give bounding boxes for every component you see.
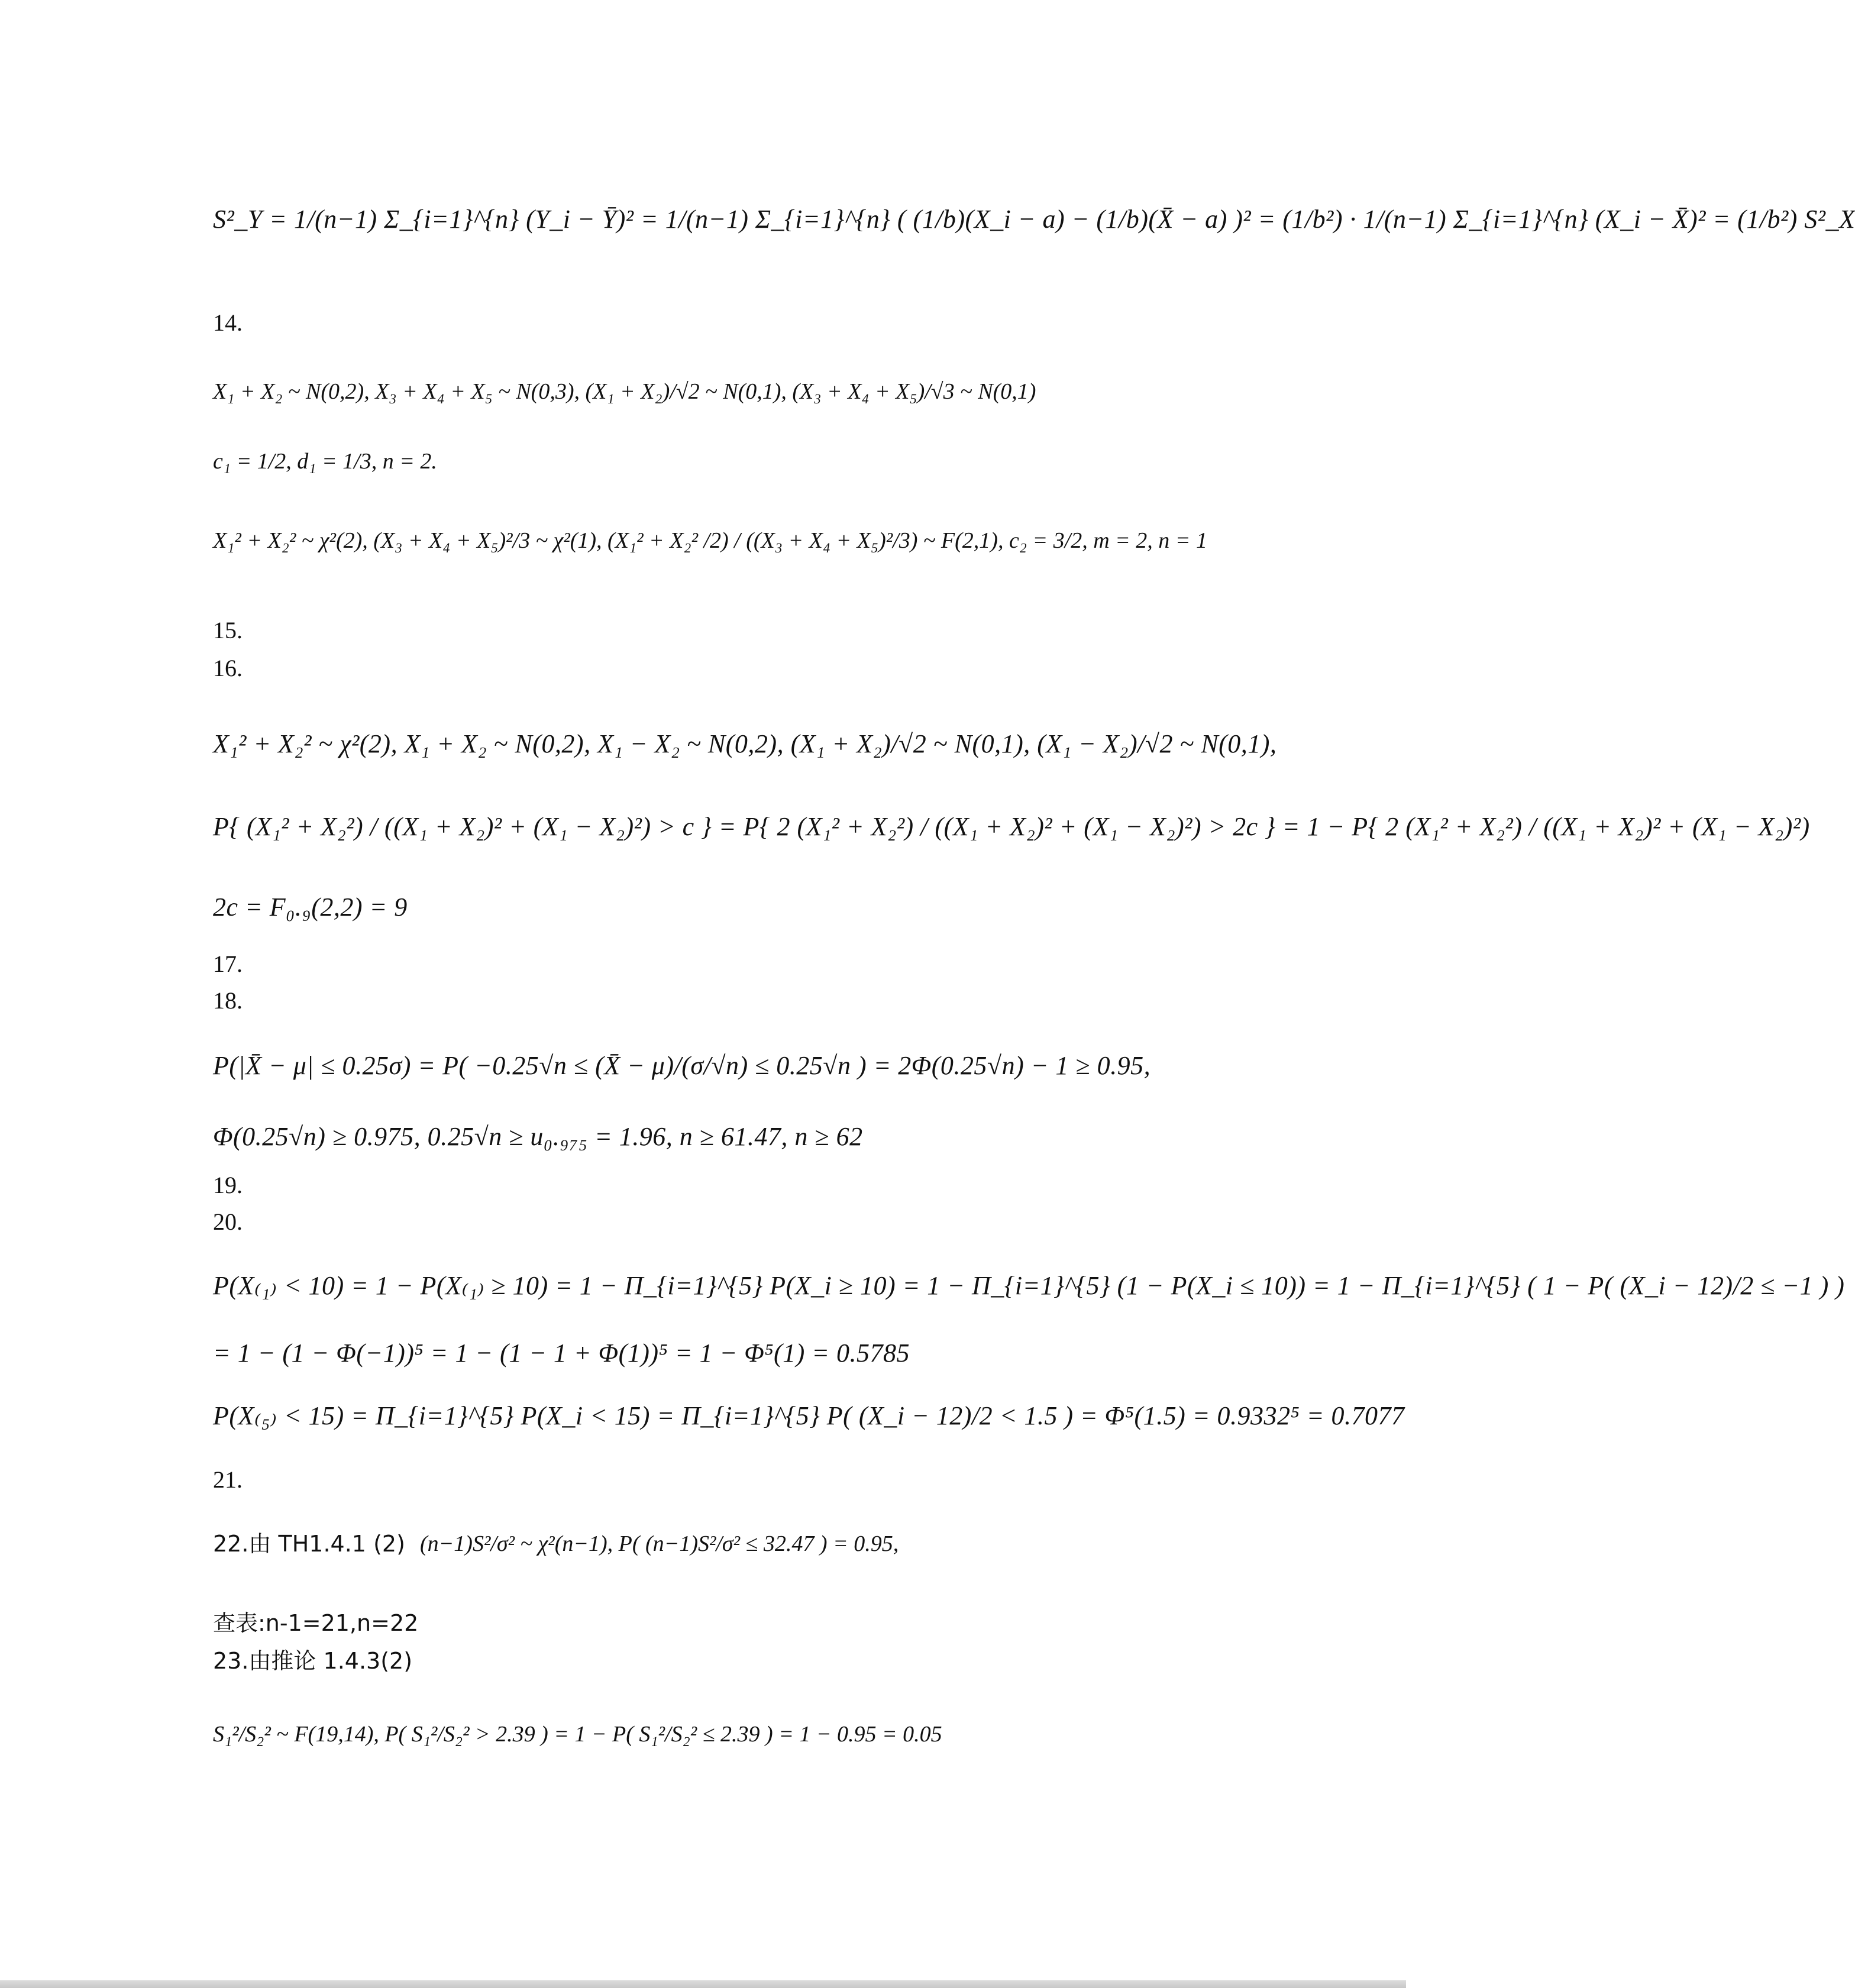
problem-22-table-lookup: 查表:n-1=21,n=22	[213, 1610, 419, 1636]
problem-number-15: 15.	[213, 617, 243, 644]
equation-16-probability: P{ (X₁² + X₂²) / ((X₁ + X₂)² + (X₁ − X₂)²) > c } = P{ 2 (X₁² + X₂²) / ((X₁ + X₂)² + (X₁ − X₂)²) > 2c } = 1 − P{ 2 (X₁² + X₂²) / ((X₁ + X₂)² + (X₁ − X₂)²)	[213, 812, 1810, 841]
equation-23-f-distribution: S₁²/S₂² ~ F(19,14), P( S₁²/S₂² > 2.39 ) = 1 − P( S₁²/S₂² ≤ 2.39 ) = 1 − 0.95 = 0.05	[213, 1722, 942, 1747]
equation-18-probability: P(|X̄ − μ| ≤ 0.25σ) = P( −0.25√n ≤ (X̄ − μ)/(σ/√n) ≤ 0.25√n ) = 2Φ(0.25√n) − 1 ≥ 0.95,	[213, 1051, 1151, 1080]
problem-number-20: 20.	[213, 1208, 243, 1235]
problem-number-19: 19.	[213, 1172, 243, 1198]
problem-23-reference: 23.由推论 1.4.3(2)	[213, 1648, 413, 1674]
problem-number-21: 21.	[213, 1466, 243, 1493]
equation-18-sample-size: Φ(0.25√n) ≥ 0.975, 0.25√n ≥ u₀.₉₇₅ = 1.96, n ≥ 61.47, n ≥ 62	[213, 1122, 863, 1151]
equation-sample-variance-y: S²_Y = 1/(n−1) Σ_{i=1}^{n} (Y_i − Ȳ)² = 1/(n−1) Σ_{i=1}^{n} ( (1/b)(X_i − a) − (1/b)(X̄ − a) )² = (1/b²) · 1/(n−1) Σ_{i=1}^{n} (X_i − X̄)² = (1/b²) S²_X	[213, 205, 1855, 234]
equation-20-min-result: = 1 − (1 − Φ(−1))⁵ = 1 − (1 − 1 + Φ(1))⁵ = 1 − Φ⁵(1) = 0.5785	[213, 1339, 910, 1368]
equation-16-result: 2c = F₀.₉(2,2) = 9	[213, 893, 408, 922]
equation-14-chi-square-f: X₁² + X₂² ~ χ²(2), (X₃ + X₄ + X₅)²/3 ~ χ²(1), (X₁² + X₂² /2) / ((X₃ + X₄ + X₅)²/3) ~ F(2,1), c₂ = 3/2, m = 2, n = 1	[213, 528, 1207, 553]
equation-16-distributions: X₁² + X₂² ~ χ²(2), X₁ + X₂ ~ N(0,2), X₁ − X₂ ~ N(0,2), (X₁ + X₂)/√2 ~ N(0,1), (X₁ − X₂)/√2 ~ N(0,1),	[213, 729, 1277, 758]
equation-14-normal-sums: X₁ + X₂ ~ N(0,2), X₃ + X₄ + X₅ ~ N(0,3), (X₁ + X₂)/√2 ~ N(0,1), (X₃ + X₄ + X₅)/√3 ~ N(0,1)	[213, 379, 1036, 404]
equation-20-min-order-statistic: P(X₍₁₎ < 10) = 1 − P(X₍₁₎ ≥ 10) = 1 − Π_{i=1}^{5} P(X_i ≥ 10) = 1 − Π_{i=1}^{5} (1 − P(X_i ≤ 10)) = 1 − Π_{i=1}^{5} ( 1 − P( (X_i − 12)/2 ≤ −1 ) )	[213, 1271, 1845, 1300]
equation-22-chi-square: (n−1)S²/σ² ~ χ²(n−1), P( (n−1)S²/σ² ≤ 32.47 ) = 0.95,	[420, 1531, 899, 1556]
problem-number-14: 14.	[213, 309, 243, 336]
problem-number-18: 18.	[213, 987, 243, 1014]
problem-number-16: 16.	[213, 655, 243, 681]
page-bottom-edge	[0, 1980, 1406, 1988]
equation-14-constants: c₁ = 1/2, d₁ = 1/3, n = 2.	[213, 449, 437, 474]
equation-20-max-order-statistic: P(X₍₅₎ < 15) = Π_{i=1}^{5} P(X_i < 15) = Π_{i=1}^{5} P( (X_i − 12)/2 < 1.5 ) = Φ⁵(1.5) = 0.9332⁵ = 0.7077	[213, 1401, 1405, 1430]
problem-number-17: 17.	[213, 951, 243, 977]
problem-22-reference: 22.由 TH1.4.1 (2)	[213, 1531, 405, 1557]
